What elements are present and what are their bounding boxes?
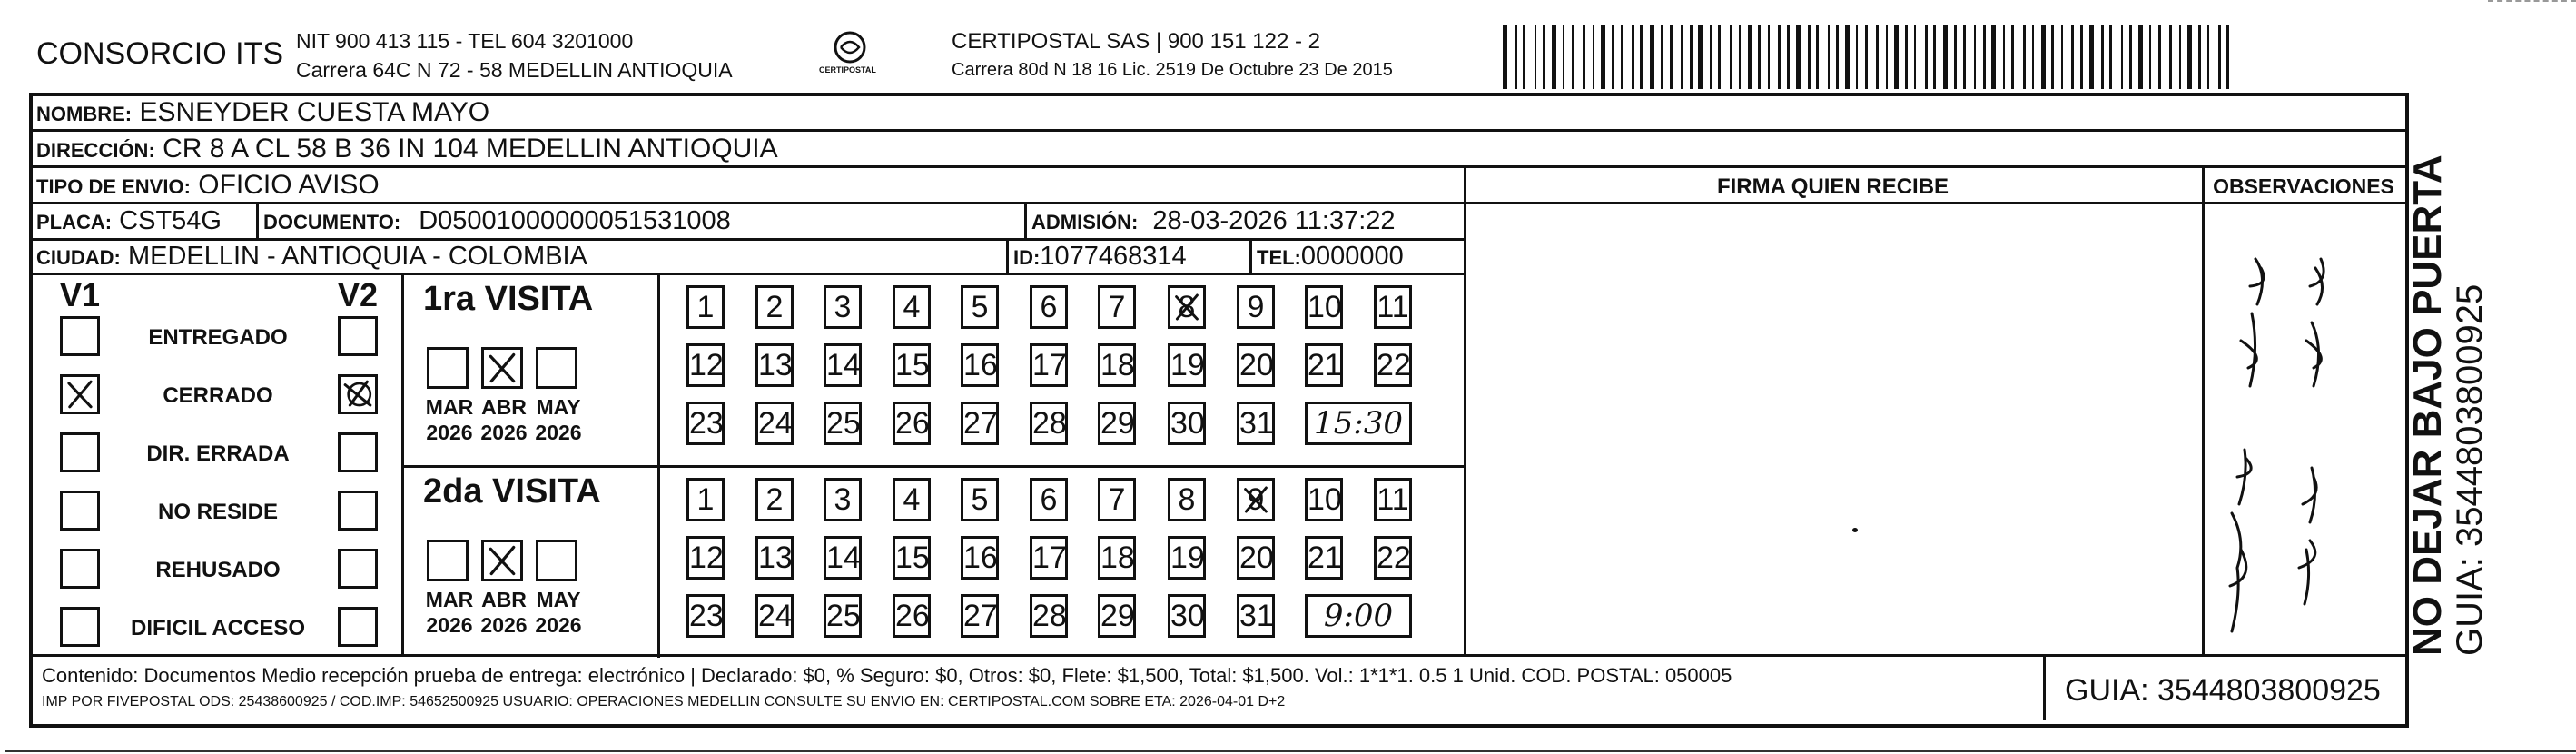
direccion-value: CR 8 A CL 58 B 36 IN 104 MEDELLIN ANTIOQUIA bbox=[163, 134, 778, 164]
year-label: 2026 bbox=[426, 421, 473, 444]
day-number: 12 bbox=[689, 348, 724, 382]
day-number: 9 bbox=[1247, 290, 1265, 324]
day-number: 29 bbox=[1100, 599, 1135, 633]
day-number: 21 bbox=[1308, 541, 1342, 575]
day-box[interactable] bbox=[755, 402, 794, 445]
day-number: 18 bbox=[1100, 348, 1135, 382]
barcode-bar bbox=[1543, 25, 1545, 89]
day-number: 31 bbox=[1239, 599, 1274, 633]
barcode-bar bbox=[2089, 25, 2094, 89]
barcode-bar bbox=[2138, 25, 2143, 89]
day-number: 21 bbox=[1308, 348, 1342, 382]
day-box[interactable] bbox=[1168, 402, 1206, 445]
day-box[interactable] bbox=[824, 536, 862, 580]
barcode-bar bbox=[2023, 25, 2026, 89]
day-number: 8 bbox=[1178, 290, 1196, 324]
placa-label: PLACA: bbox=[36, 211, 113, 233]
tipo-envio-value: OFICIO AVISO bbox=[198, 170, 380, 200]
certipostal-logo-icon bbox=[814, 27, 886, 85]
day-number: 15 bbox=[895, 541, 930, 575]
day-box[interactable] bbox=[824, 402, 862, 445]
day-number: 7 bbox=[1108, 482, 1126, 517]
barcode-bar bbox=[1650, 25, 1654, 89]
barcode-bar bbox=[1710, 25, 1712, 89]
day-box[interactable] bbox=[893, 285, 931, 329]
day-number: 23 bbox=[689, 406, 724, 441]
company-name: CONSORCIO ITS bbox=[36, 36, 284, 71]
barcode-bar bbox=[2061, 25, 2063, 89]
barcode-bar bbox=[1816, 25, 1819, 89]
day-box[interactable] bbox=[824, 343, 862, 387]
day-number: 5 bbox=[971, 482, 989, 517]
day-box[interactable] bbox=[893, 536, 931, 580]
barcode-bar bbox=[1836, 25, 1839, 89]
day-number: 7 bbox=[1108, 290, 1126, 324]
barcode-bar bbox=[1905, 25, 1908, 89]
day-box[interactable] bbox=[1098, 285, 1136, 329]
day-number: 30 bbox=[1170, 406, 1205, 441]
corner-dashes bbox=[2488, 0, 2576, 5]
barcode-bar bbox=[1583, 25, 1585, 89]
day-number: 16 bbox=[963, 541, 998, 575]
barcode-bar bbox=[1670, 25, 1673, 89]
day-number: 31 bbox=[1239, 406, 1274, 441]
day-number: 25 bbox=[826, 406, 861, 441]
bottom-border bbox=[5, 750, 2576, 752]
day-number: 1 bbox=[696, 290, 715, 324]
placa-value: CST54G bbox=[119, 206, 222, 235]
barcode-bar bbox=[1632, 25, 1634, 89]
day-number: 3 bbox=[834, 482, 852, 517]
day-number: 6 bbox=[1040, 290, 1058, 324]
month-checkbox[interactable] bbox=[427, 347, 469, 389]
check-x-icon bbox=[484, 542, 520, 579]
barcode-bar bbox=[1718, 25, 1721, 89]
day-number: 19 bbox=[1170, 348, 1205, 382]
barcode-bar bbox=[1593, 25, 1594, 89]
day-number: 4 bbox=[903, 482, 921, 517]
firma-label: FIRMA QUIEN RECIBE bbox=[1716, 174, 1949, 199]
footer-guia: GUIA: 3544803800925 bbox=[2065, 673, 2381, 708]
month-label: ABR bbox=[481, 588, 527, 611]
day-box[interactable] bbox=[1168, 343, 1206, 387]
barcode-bar bbox=[1845, 25, 1850, 89]
status-v1-checkbox[interactable] bbox=[60, 432, 100, 472]
day-box[interactable] bbox=[1374, 478, 1412, 521]
day-number: 16 bbox=[963, 348, 998, 382]
day-box[interactable] bbox=[1168, 478, 1206, 521]
signature-area[interactable] bbox=[1466, 204, 2200, 652]
day-box[interactable] bbox=[1374, 343, 1412, 387]
barcode-bar bbox=[1503, 25, 1507, 89]
barcode-bar bbox=[2149, 25, 2151, 89]
status-label: DIR. ERRADA bbox=[146, 441, 290, 466]
year-label: 2026 bbox=[480, 421, 528, 444]
barcode-bar bbox=[2051, 25, 2054, 89]
barcode-bar bbox=[1796, 25, 1801, 89]
day-number: 4 bbox=[903, 290, 921, 324]
day-number: 22 bbox=[1377, 541, 1411, 575]
day-box[interactable] bbox=[961, 478, 999, 521]
day-number: 11 bbox=[1377, 290, 1409, 324]
day-box[interactable] bbox=[961, 594, 999, 638]
day-number: 18 bbox=[1100, 541, 1135, 575]
day-box[interactable] bbox=[1305, 285, 1343, 329]
status-v2-checkbox[interactable] bbox=[338, 432, 378, 472]
day-number: 14 bbox=[826, 348, 861, 382]
day-box[interactable] bbox=[1030, 478, 1068, 521]
company-nit-line: NIT 900 413 115 - TEL 604 3201000 bbox=[296, 29, 634, 53]
ink-dot bbox=[1852, 528, 1858, 532]
barcode-bar bbox=[2129, 25, 2132, 89]
day-box[interactable] bbox=[1030, 402, 1068, 445]
barcode-bar bbox=[2041, 25, 2046, 89]
barcode-bar bbox=[1808, 25, 1811, 89]
barcode-bar bbox=[2080, 25, 2083, 89]
nombre-label: NOMBRE: bbox=[36, 103, 133, 125]
nombre-value: ESNEYDER CUESTA MAYO bbox=[139, 97, 490, 127]
barcode-bar bbox=[2207, 25, 2209, 89]
year-label: 2026 bbox=[535, 421, 582, 444]
barcode-bar bbox=[1730, 25, 1732, 89]
barcode-bar bbox=[1925, 25, 1928, 89]
day-box[interactable] bbox=[686, 285, 725, 329]
barcode-bar bbox=[2121, 25, 2123, 89]
tel-value: 0000000 bbox=[1300, 242, 1404, 271]
day-number: 27 bbox=[963, 599, 998, 633]
id-label: ID: bbox=[1013, 246, 1041, 269]
day-number: 12 bbox=[689, 541, 724, 575]
carrier-line: CERTIPOSTAL SAS | 900 151 122 - 2 bbox=[952, 29, 1320, 54]
day-box[interactable] bbox=[1168, 285, 1206, 329]
barcode-bar bbox=[1886, 25, 1888, 89]
barcode-bar bbox=[2071, 25, 2074, 89]
barcode-bar bbox=[1612, 25, 1614, 89]
status-label: DIFICIL ACCESO bbox=[130, 616, 305, 640]
day-box[interactable] bbox=[893, 343, 931, 387]
barcode-bar bbox=[1828, 25, 1830, 89]
barcode-bar bbox=[1876, 25, 1879, 89]
day-box[interactable] bbox=[1305, 536, 1343, 580]
day-box[interactable] bbox=[1098, 536, 1136, 580]
day-number: 17 bbox=[1032, 348, 1067, 382]
year-label: 2026 bbox=[426, 613, 473, 637]
barcode-bar bbox=[2109, 25, 2112, 89]
barcode-bar bbox=[2158, 25, 2161, 89]
status-v1-checkbox[interactable] bbox=[60, 374, 100, 414]
day-box[interactable] bbox=[686, 478, 725, 521]
day-number: 2 bbox=[765, 482, 784, 517]
barcode-bar bbox=[1640, 25, 1643, 89]
day-number: 24 bbox=[758, 599, 793, 633]
no-dejar-bajo-puerta: NO DEJAR BAJO PUERTA bbox=[2405, 154, 2450, 656]
day-box[interactable] bbox=[893, 402, 931, 445]
barcode-bar bbox=[1758, 25, 1761, 89]
day-box[interactable] bbox=[755, 478, 794, 521]
barcode-bar bbox=[1974, 25, 1976, 89]
barcode-bar bbox=[1865, 25, 1868, 89]
day-box[interactable] bbox=[893, 594, 931, 638]
barcode-bar bbox=[1748, 25, 1752, 89]
month-checkbox[interactable] bbox=[536, 540, 577, 581]
barcode-bar bbox=[1621, 25, 1623, 89]
barcode-bar bbox=[1739, 25, 1741, 89]
day-number: 27 bbox=[963, 406, 998, 441]
day-number: 8 bbox=[1178, 482, 1196, 517]
barcode-bar bbox=[1933, 25, 1936, 89]
visit-hour[interactable]: 9:00 bbox=[1305, 594, 1412, 638]
barcode-bar bbox=[1894, 25, 1899, 89]
day-box[interactable] bbox=[686, 343, 725, 387]
day-number: 14 bbox=[826, 541, 861, 575]
day-number: 26 bbox=[895, 406, 930, 441]
day-number: 17 bbox=[1032, 541, 1067, 575]
status-label: ENTREGADO bbox=[148, 325, 288, 350]
day-box[interactable] bbox=[1098, 402, 1136, 445]
visit-title: 1ra VISITA bbox=[423, 280, 594, 318]
barcode-bar bbox=[1515, 25, 1517, 89]
handwritten-notes-icon bbox=[2205, 204, 2403, 652]
day-number: 30 bbox=[1170, 599, 1205, 633]
month-label: MAR bbox=[425, 395, 474, 419]
documento-value: D05001000000051531008 bbox=[419, 206, 731, 235]
status-label: CERRADO bbox=[163, 383, 273, 408]
day-box[interactable] bbox=[824, 594, 862, 638]
check-x-icon bbox=[63, 377, 97, 412]
day-number: 24 bbox=[758, 406, 793, 441]
visit-title: 2da VISITA bbox=[423, 472, 601, 511]
check-x-icon bbox=[1239, 481, 1272, 519]
day-number: 29 bbox=[1100, 406, 1135, 441]
barcode-bar bbox=[2179, 25, 2181, 89]
day-number: 28 bbox=[1032, 406, 1067, 441]
status-v2-checkbox[interactable] bbox=[338, 549, 378, 589]
day-box[interactable] bbox=[961, 402, 999, 445]
day-number: 26 bbox=[895, 599, 930, 633]
barcode-bar bbox=[1914, 25, 1916, 89]
company-address-line: Carrera 64C N 72 - 58 MEDELLIN ANTIOQUIA bbox=[296, 58, 733, 82]
day-number: 13 bbox=[758, 348, 793, 382]
day-box[interactable] bbox=[824, 478, 862, 521]
day-number: 9 bbox=[1247, 482, 1265, 517]
day-box[interactable] bbox=[1098, 478, 1136, 521]
day-number: 2 bbox=[765, 290, 784, 324]
barcode-bar bbox=[2198, 25, 2201, 89]
day-number: 11 bbox=[1377, 482, 1409, 517]
day-box[interactable] bbox=[1374, 536, 1412, 580]
day-box[interactable] bbox=[961, 343, 999, 387]
month-checkbox[interactable] bbox=[536, 347, 577, 389]
month-checkbox[interactable] bbox=[481, 540, 523, 581]
status-label: REHUSADO bbox=[155, 558, 281, 582]
v2-label: V2 bbox=[338, 276, 379, 313]
admision-label: ADMISIÓN: bbox=[1031, 211, 1139, 233]
barcode-bar bbox=[1856, 25, 1858, 89]
month-checkbox[interactable] bbox=[481, 347, 523, 389]
barcode-bar bbox=[2011, 25, 2014, 89]
day-number: 3 bbox=[834, 290, 852, 324]
v1-label: V1 bbox=[60, 276, 101, 313]
day-box[interactable] bbox=[1030, 594, 1068, 638]
day-box[interactable] bbox=[755, 343, 794, 387]
footer-content-line: Contenido: Documentos Medio recepción prueba de entrega: electrónico | Declarado: $0, % Seguro: $0, Otros: $0, Flete: $1,500, Total: $1,500. Vol.: 1*1*1. 0.5 1 Unid. COD. POSTAL: 050005 bbox=[42, 664, 1732, 687]
barcode-bar bbox=[1943, 25, 1948, 89]
day-box[interactable] bbox=[824, 285, 862, 329]
tipo-envio-label: TIPO DE ENVIO: bbox=[36, 175, 191, 198]
barcode-bar bbox=[1778, 25, 1781, 89]
year-label: 2026 bbox=[480, 613, 528, 637]
day-box[interactable] bbox=[1098, 343, 1136, 387]
barcode-bar bbox=[1983, 25, 1986, 89]
barcode-bar bbox=[1661, 25, 1663, 89]
status-label: NO RESIDE bbox=[157, 500, 279, 524]
day-box[interactable] bbox=[1237, 285, 1275, 329]
barcode-bar bbox=[1698, 25, 1703, 89]
month-label: MAY bbox=[536, 395, 581, 419]
barcode-bar bbox=[2032, 25, 2034, 89]
month-label: MAY bbox=[536, 588, 581, 611]
visit-hour[interactable]: 15:30 bbox=[1305, 402, 1412, 445]
day-box[interactable] bbox=[893, 478, 931, 521]
footer-print-line: IMP POR FIVEPOSTAL ODS: 25438600925 / COD.IMP: 54652500925 USUARIO: OPERACIONES MEDELLIN CONSULTE SU ENVIO EN: CERTIPOSTAL.COM SOBRE ETA: 2026-04-01 D+2 bbox=[42, 694, 1286, 709]
barcode-bar bbox=[1690, 25, 1693, 89]
barcode-bar bbox=[1601, 25, 1605, 89]
day-box[interactable] bbox=[755, 594, 794, 638]
barcode-bar bbox=[1681, 25, 1683, 89]
day-number: 20 bbox=[1239, 348, 1274, 382]
check-x-icon bbox=[341, 377, 375, 412]
ciudad-value: MEDELLIN - ANTIOQUIA - COLOMBIA bbox=[127, 242, 587, 271]
barcode-bar bbox=[2003, 25, 2005, 89]
day-box[interactable] bbox=[755, 536, 794, 580]
status-v1-checkbox[interactable] bbox=[60, 607, 100, 647]
month-label: ABR bbox=[481, 395, 527, 419]
barcode-bar bbox=[1552, 25, 1556, 89]
status-v1-checkbox[interactable] bbox=[60, 491, 100, 531]
year-label: 2026 bbox=[535, 613, 582, 637]
day-box[interactable] bbox=[1305, 343, 1343, 387]
check-x-icon bbox=[1170, 288, 1203, 326]
day-box[interactable] bbox=[1237, 478, 1275, 521]
status-v1-checkbox[interactable] bbox=[60, 316, 100, 356]
day-box[interactable] bbox=[1168, 536, 1206, 580]
barcode-bar bbox=[1523, 25, 1525, 89]
barcode-bar bbox=[1768, 25, 1770, 89]
day-number: 13 bbox=[758, 541, 793, 575]
month-checkbox[interactable] bbox=[427, 540, 469, 581]
day-number: 19 bbox=[1170, 541, 1205, 575]
barcode-bar bbox=[1954, 25, 1957, 89]
day-number: 10 bbox=[1308, 482, 1342, 517]
barcode-bar bbox=[2218, 25, 2221, 89]
day-box[interactable] bbox=[1305, 478, 1343, 521]
day-box[interactable] bbox=[686, 594, 725, 638]
day-box[interactable] bbox=[961, 536, 999, 580]
barcode-bar bbox=[1535, 25, 1536, 89]
status-v2-checkbox[interactable] bbox=[338, 374, 378, 414]
check-x-icon bbox=[484, 350, 520, 386]
observaciones-label: OBSERVACIONES bbox=[2213, 174, 2394, 198]
day-number: 15 bbox=[895, 348, 930, 382]
day-box[interactable] bbox=[1237, 402, 1275, 445]
logo-text: CERTIPOSTAL bbox=[819, 65, 876, 74]
barcode-bar bbox=[1963, 25, 1966, 89]
day-number: 28 bbox=[1032, 599, 1067, 633]
barcode-bar bbox=[2169, 25, 2172, 89]
day-box[interactable] bbox=[1237, 343, 1275, 387]
status-v2-checkbox[interactable] bbox=[338, 316, 378, 356]
day-number: 23 bbox=[689, 599, 724, 633]
status-v2-checkbox[interactable] bbox=[338, 491, 378, 531]
id-value: 1077468314 bbox=[1040, 242, 1187, 271]
barcode-bar bbox=[1991, 25, 1996, 89]
tel-label: TEL: bbox=[1257, 246, 1301, 269]
carrier-address-line: Carrera 80d N 18 16 Lic. 2519 De Octubre 23 De 2015 bbox=[952, 60, 1393, 80]
barcode-bar bbox=[1572, 25, 1574, 89]
day-box[interactable] bbox=[1168, 594, 1206, 638]
direccion-label: DIRECCIÓN: bbox=[36, 139, 155, 162]
certipostal-logo bbox=[814, 27, 886, 85]
barcode-bar bbox=[2101, 25, 2104, 89]
barcode-bar bbox=[1787, 25, 1790, 89]
side-guia: GUIA: 3544803800925 bbox=[2450, 283, 2490, 656]
day-box[interactable] bbox=[961, 285, 999, 329]
admision-value: 28-03-2026 11:37:22 bbox=[1152, 206, 1396, 235]
day-box[interactable] bbox=[1030, 285, 1068, 329]
observaciones-area[interactable] bbox=[2205, 204, 2403, 652]
day-box[interactable] bbox=[755, 285, 794, 329]
month-label: MAR bbox=[425, 588, 474, 611]
day-box[interactable] bbox=[1237, 594, 1275, 638]
day-box[interactable] bbox=[1237, 536, 1275, 580]
status-v1-checkbox[interactable] bbox=[60, 549, 100, 589]
day-number: 10 bbox=[1308, 290, 1342, 324]
day-number: 22 bbox=[1377, 348, 1411, 382]
ciudad-label: CIUDAD: bbox=[36, 246, 121, 269]
day-number: 5 bbox=[971, 290, 989, 324]
barcode-bar bbox=[1563, 25, 1564, 89]
status-v2-checkbox[interactable] bbox=[338, 607, 378, 647]
day-number: 20 bbox=[1239, 541, 1274, 575]
barcode bbox=[1503, 25, 2229, 89]
day-box[interactable] bbox=[686, 536, 725, 580]
day-box[interactable] bbox=[1030, 536, 1068, 580]
day-number: 6 bbox=[1040, 482, 1058, 517]
day-number: 25 bbox=[826, 599, 861, 633]
documento-label: DOCUMENTO: bbox=[263, 211, 401, 233]
barcode-bar bbox=[2226, 25, 2229, 89]
barcode-bar bbox=[2187, 25, 2192, 89]
day-box[interactable] bbox=[1374, 285, 1412, 329]
day-box[interactable] bbox=[1030, 343, 1068, 387]
day-box[interactable] bbox=[686, 402, 725, 445]
day-box[interactable] bbox=[1098, 594, 1136, 638]
day-number: 1 bbox=[696, 482, 715, 517]
